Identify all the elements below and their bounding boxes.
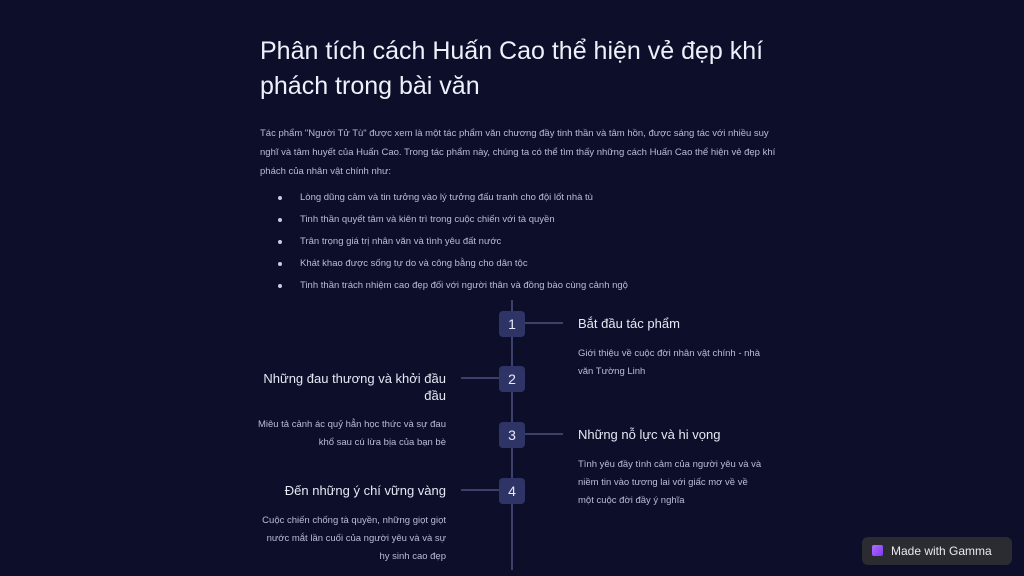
bullet-dot-icon xyxy=(278,284,282,288)
timeline-step-2-description: Miêu tả cảnh ác quỷ hẳn học thức và sự đau khổ sau cú lừa bịa của bạn bè xyxy=(257,419,446,448)
page-title: Phân tích cách Huấn Cao thể hiện vẻ đẹp khí phách trong bài văn xyxy=(260,37,764,100)
list-item xyxy=(260,254,628,276)
made-with-gamma-button[interactable] xyxy=(862,537,1012,565)
bullet-text: Khát khao được sống tự do và công bằng cho dân tộc xyxy=(300,258,528,269)
list-item xyxy=(260,210,628,232)
timeline-step-1-description: Giới thiệu về cuộc đời nhân vật chính - nhà văn Tường Linh xyxy=(578,348,760,377)
timeline-step-4-title: Đến những ý chí vững vàng xyxy=(284,483,446,498)
timeline-step-4-number: 4 xyxy=(499,478,525,504)
bullet-text: Tinh thần quyết tâm và kiên trì trong cuộc chiến với tà quyền xyxy=(300,214,555,225)
timeline-connector xyxy=(461,489,499,491)
timeline-step-3-title: Những nỗ lực và hi vọng xyxy=(578,427,721,442)
bullet-text: Lòng dũng cảm và tin tưởng vào lý tưởng đấu tranh cho đội lốt nhà tù xyxy=(300,192,593,203)
timeline-connector xyxy=(525,322,563,324)
intro-paragraph: Tác phẩm "Người Tử Tù" được xem là một tác phẩm văn chương đầy tinh thần và tâm hồn, được sáng tác với nhiều suy nghĩ và tâm huyết của Huấn Cao. Trong tác phẩm này, chúng ta có thể tìm thấy những cách Huấn Cao thể hiện vẻ đẹp khí phách của nhân vật chính như: xyxy=(260,128,776,177)
bullet-text: Trân trọng giá trị nhân văn và tình yêu đất nước xyxy=(300,236,502,247)
timeline-step-3-number: 3 xyxy=(499,422,525,448)
badge-label: Made with Gamma xyxy=(891,544,992,558)
bullet-text: Tinh thần trách nhiệm cao đẹp đối với người thân và đồng bào cùng cảnh ngộ xyxy=(300,280,628,291)
gamma-logo-icon xyxy=(872,545,883,556)
timeline-step-1-title: Bắt đầu tác phẩm xyxy=(578,316,680,331)
timeline-connector xyxy=(525,433,563,435)
bullet-list xyxy=(260,188,628,298)
list-item xyxy=(260,232,628,254)
bullet-dot-icon xyxy=(278,240,282,244)
timeline-step-2-title: Những đau thương và khởi đầu đầu xyxy=(263,371,446,403)
timeline-step-1-number: 1 xyxy=(499,311,525,337)
timeline-connector xyxy=(461,377,499,379)
bullet-dot-icon xyxy=(278,262,282,266)
bullet-dot-icon xyxy=(278,218,282,222)
bullet-dot-icon xyxy=(278,196,282,200)
timeline-step-2-number: 2 xyxy=(499,366,525,392)
timeline-step-3-description: Tình yêu đầy tình cảm của người yêu và và niềm tin vào tương lai với giấc mơ về về một cuộc đời đầy ý nghĩa xyxy=(578,459,762,506)
list-item xyxy=(260,276,628,298)
timeline-step-4-description: Cuộc chiến chống tà quyền, những giọt giọt nước mắt lần cuối của người yêu và và sự hy sinh cao đẹp xyxy=(262,515,446,562)
list-item xyxy=(260,188,628,210)
